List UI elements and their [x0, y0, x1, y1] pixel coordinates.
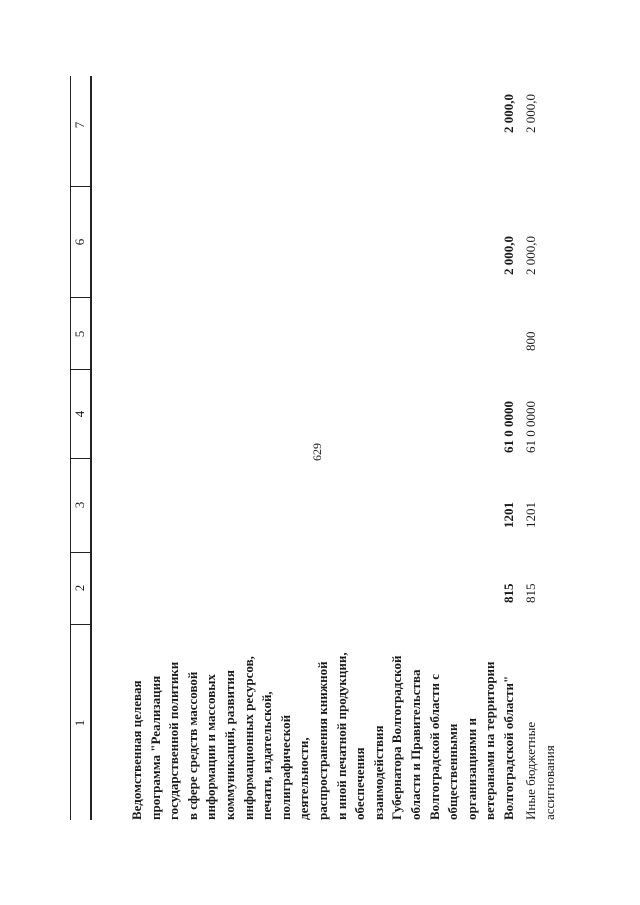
col-divider-5 [70, 297, 90, 298]
program-line: коммуникаций, развития [221, 670, 237, 820]
program-line: Волгоградской области с [426, 673, 442, 820]
column-number-6: 6 [72, 238, 87, 246]
row2-col3-section-code: 1201 [523, 502, 538, 528]
program-line: печати, издательской, [259, 691, 275, 820]
row2-col7-amount: 2 000,0 [523, 94, 538, 133]
row2-col5-expense-type: 800 [523, 331, 538, 351]
column-number-3: 3 [72, 501, 87, 509]
row1-col4-target-article: 61 0 0000 [501, 401, 516, 453]
row2-description [522, 722, 559, 820]
program-line: Губернатора Волгоградской [389, 655, 405, 820]
row1-col3-section-code: 1201 [501, 502, 516, 528]
program-line: государственной политики [166, 661, 182, 820]
program-line: информационных ресурсов, [240, 656, 256, 820]
column-number-5: 5 [72, 330, 87, 338]
col-divider-2 [70, 552, 90, 553]
program-line: распространения книжной [314, 661, 330, 820]
header-top-rule [70, 76, 71, 820]
page-number: 629 [310, 443, 324, 461]
col-divider-6 [70, 186, 90, 187]
program-line: Ведомственная целевая [129, 680, 144, 820]
program-line: взаимодействия [370, 725, 386, 820]
program-line: обеспечения [352, 747, 368, 820]
header-bottom-rule [90, 76, 92, 820]
program-line: и иной печатной продукции, [333, 652, 349, 820]
column-number-2: 2 [72, 584, 87, 592]
program-line: полиграфической [277, 714, 293, 820]
row2-line: ассигнования [541, 745, 557, 820]
row1-col7-amount: 2 000,0 [501, 94, 516, 133]
column-number-4: 4 [72, 410, 87, 418]
column-number-7: 7 [72, 121, 87, 129]
col-divider-4 [70, 369, 90, 370]
row2-line: Иные бюджетные [523, 721, 538, 820]
program-line: в сфере средств массовой [184, 671, 200, 820]
program-description [128, 652, 518, 820]
row1-col2-ministry-code: 815 [501, 583, 516, 603]
program-line: программа "Реализация [147, 675, 163, 820]
col-divider-1 [70, 624, 90, 625]
program-line: информации и массовых [203, 674, 219, 820]
row2-col4-target-article: 61 0 0000 [523, 401, 538, 453]
col-divider-3 [70, 458, 90, 459]
row1-col6-amount: 2 000,0 [501, 236, 516, 275]
program-line: ветеранами на территории [482, 661, 498, 820]
column-number-1: 1 [72, 719, 87, 727]
program-line: общественными [445, 723, 461, 820]
program-line: Волгоградской области" [500, 675, 516, 820]
program-line: области и Правительства [407, 669, 423, 820]
program-line: деятельности, [296, 737, 312, 820]
program-line: организациями и [463, 718, 479, 820]
row2-col6-amount: 2 000,0 [523, 236, 538, 275]
row2-col2-ministry-code: 815 [523, 583, 538, 603]
